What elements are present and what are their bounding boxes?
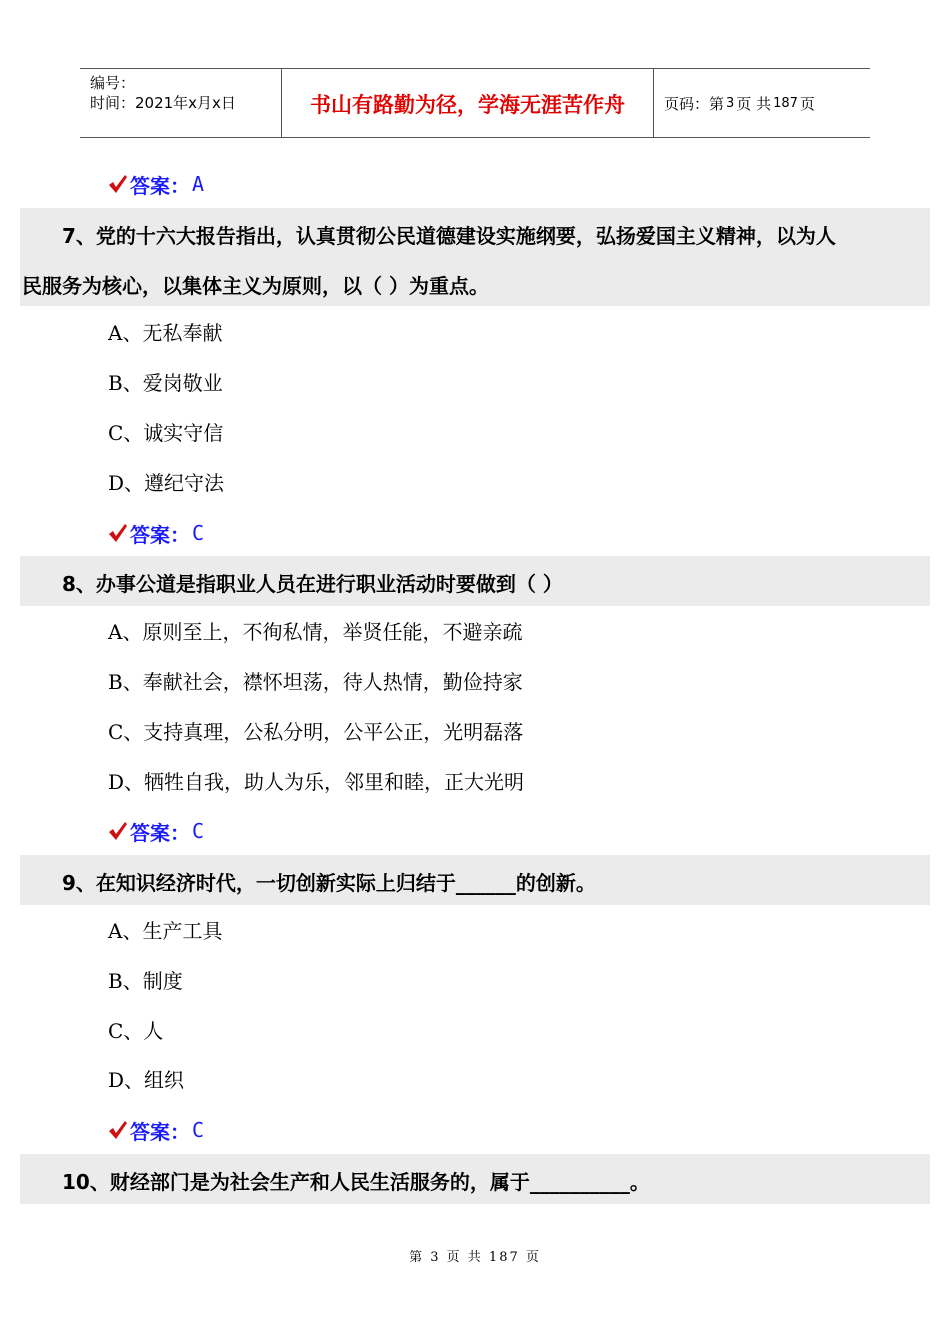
option-7d: D、遵纪守法 xyxy=(108,471,225,495)
question-10-text: 10、财经部门是为社会生产和人民生活服务的，属于__________。 xyxy=(62,1170,650,1194)
option-8d: D、牺牲自我，助人为乐，邻里和睦，正大光明 xyxy=(108,770,525,794)
option-8b: B、奉献社会，襟怀坦荡，待人热情，勤俭持家 xyxy=(108,670,523,694)
option-9c: C、人 xyxy=(108,1019,164,1043)
option-7c: C、诚实守信 xyxy=(108,421,224,445)
option-7b: B、爱岗敬业 xyxy=(108,371,223,395)
answer-value: C xyxy=(192,1118,205,1142)
page-header xyxy=(80,68,870,138)
answer-label: 答案： xyxy=(130,1119,190,1144)
answer-label: 答案： xyxy=(130,820,190,845)
page-label-mid: 页 共 xyxy=(736,94,772,113)
answer-line-q6 xyxy=(108,169,204,199)
answer-line-q8 xyxy=(108,816,204,846)
option-7a: A、无私奉献 xyxy=(108,321,223,345)
answer-value: A xyxy=(192,172,205,196)
option-9d: D、组织 xyxy=(108,1068,185,1092)
page-label-suffix: 页 xyxy=(799,94,815,113)
page-footer: 第 3 页 共 187 页 xyxy=(409,1250,541,1265)
answer-line-q7 xyxy=(108,518,204,548)
checkmark-icon xyxy=(108,523,128,543)
serial-label: 编号： xyxy=(90,74,136,92)
option-9a: A、生产工具 xyxy=(108,919,223,943)
page-label-prefix: 页码：第 xyxy=(664,94,725,113)
question-7-text-line1: 7、党的十六大报告指出，认真贯彻公民道德建设实施纲要，弘扬爱国主义精神，以为人 xyxy=(62,224,836,248)
option-8a: A、原则至上，不徇私情，举贤任能，不避亲疏 xyxy=(108,620,523,644)
option-9b: B、制度 xyxy=(108,969,183,993)
header-meta xyxy=(80,69,281,137)
question-7-text-line2: 民服务为核心，以集体主义为原则，以（ ）为重点。 xyxy=(22,274,489,298)
page-total: 187 xyxy=(773,95,798,111)
answer-label: 答案： xyxy=(130,522,190,547)
page-current: 3 xyxy=(726,95,735,111)
question-8-text: 8、办事公道是指职业人员在进行职业活动时要做到（ ） xyxy=(62,572,563,596)
answer-value: C xyxy=(192,521,205,545)
question-9-text: 9、在知识经济时代，一切创新实际上归结于______的创新。 xyxy=(62,871,596,895)
answer-line-q9 xyxy=(108,1115,204,1145)
checkmark-icon xyxy=(108,174,128,194)
checkmark-icon xyxy=(108,1120,128,1140)
header-page-info xyxy=(654,69,870,137)
time-label: 时间：2021年x月x日 xyxy=(90,94,236,112)
option-8c: C、支持真理，公私分明，公平公正，光明磊落 xyxy=(108,720,524,744)
checkmark-icon xyxy=(108,821,128,841)
header-motto: 书山有路勤为径，学海无涯苦作舟 xyxy=(281,69,654,137)
answer-value: C xyxy=(192,819,205,843)
answer-label: 答案： xyxy=(130,173,190,198)
